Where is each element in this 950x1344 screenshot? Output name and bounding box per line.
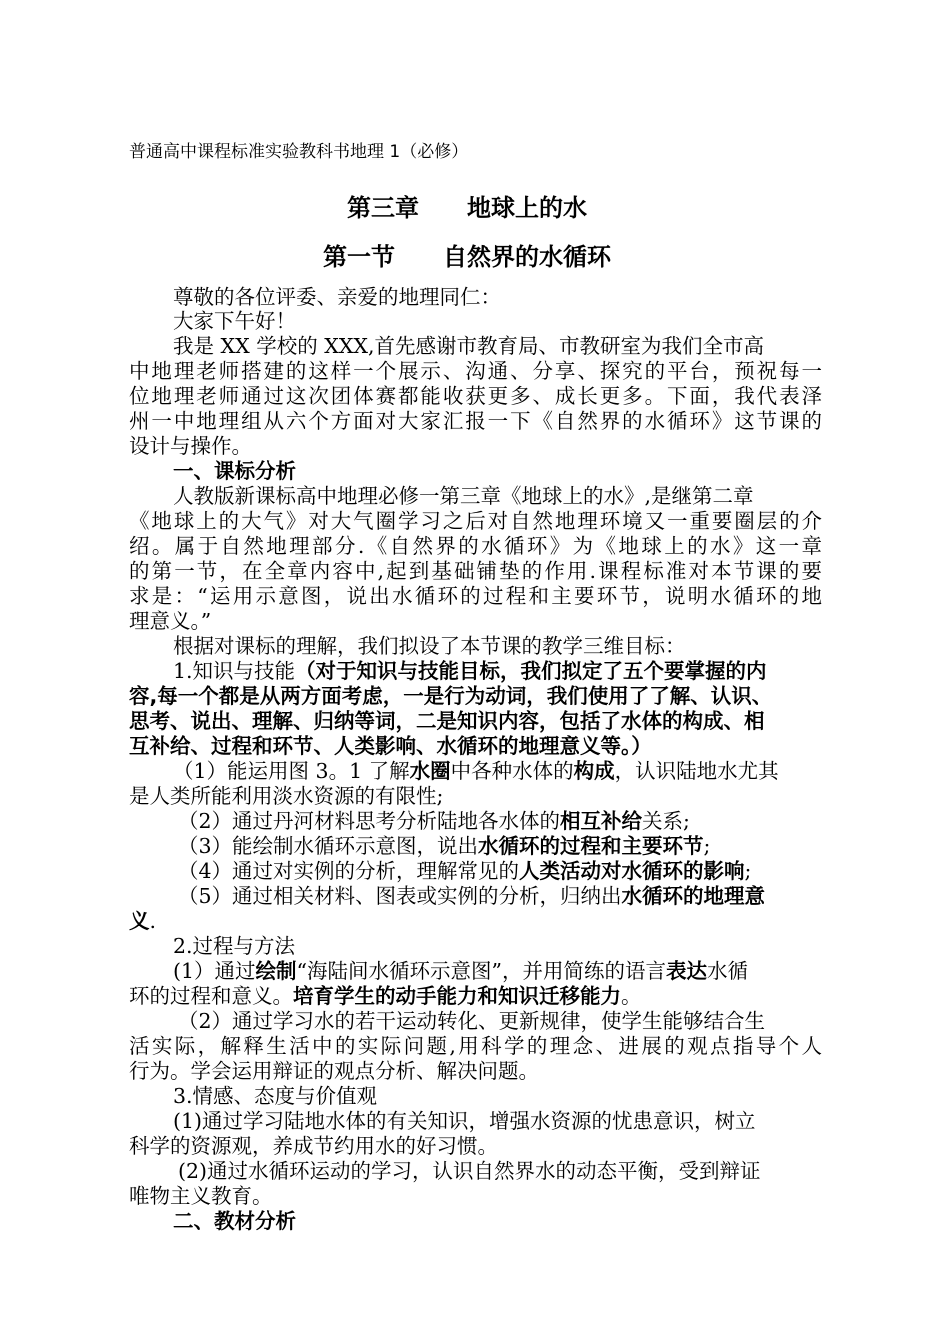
objective-item — [178, 833, 710, 859]
greeting-line: 大家下午好！ — [173, 309, 296, 333]
greeting-line: 尊敬的各位评委、亲爱的地理同仁： — [173, 285, 501, 309]
method-item-cont: 活实际，解释生活中的实际问题,用科学的理念、进展的观点指导个人 — [129, 1034, 822, 1058]
objective-item — [173, 758, 779, 784]
paragraph-line: 《地球上的大气》对大气圈学习之后对自然地理环境又一重要圈层的介 — [129, 509, 822, 533]
paragraph-line: 理意义。” — [129, 609, 212, 633]
objective-text: ; — [744, 859, 752, 883]
goal-heading — [173, 658, 767, 684]
goal-note-line: 容,每一个都是从两方面考虑，一是行为动词，我们使用了了解、认识、 — [129, 684, 773, 708]
goal-label: 1.知识与技能 — [173, 659, 296, 683]
chapter-name: 地球上的水 — [467, 194, 587, 222]
paragraph-line: 人教版新课标高中地理必修一第三章《地球上的水》,是继第二章 — [173, 484, 754, 508]
method-text: “海陆间水循环示意图”，并用简练的语言 — [296, 959, 667, 983]
objective-text: （3）能绘制水循环示意图，说出 — [178, 834, 479, 858]
objective-item-cont — [129, 908, 156, 934]
section-number: 第一节 — [323, 243, 395, 271]
objective-text: ，认识陆地水尤其 — [614, 759, 779, 783]
goal-note-line: 互补给、过程和环节、人类影响、水循环的地理意义等。） — [129, 734, 652, 758]
intro-line: 州一中地理组从六个方面对大家汇报一下《自然界的水循环》这节课的 — [129, 409, 822, 433]
objective-item — [178, 858, 751, 884]
objective-item — [178, 808, 690, 834]
method-text: (1）通过 — [173, 959, 256, 983]
value-item: (1)通过学习陆地水体的有关知识，增强水资源的忧患意识，树立 — [173, 1109, 756, 1133]
intro-line: 位地理老师通过这次团体赛都能收获更多、成长更多。下面，我代表泽 — [129, 384, 822, 408]
section-name: 自然界的水循环 — [443, 243, 611, 271]
goal-note-line: 思考、说出、理解、归纳等词，二是知识内容，包括了水体的构成、相 — [129, 709, 765, 733]
objective-text: 中各种水体的 — [450, 759, 574, 783]
section-heading: 一、课标分析 — [173, 459, 296, 483]
objective-text: （1）能运用图 3。1 了解 — [173, 759, 410, 783]
method-keyword: 表达 — [666, 959, 708, 983]
goal-heading: 2.过程与方法 — [173, 934, 296, 958]
value-item: (2)通过水循环运动的学习，认识自然界水的动态平衡，受到辩证 — [178, 1159, 761, 1183]
objective-text: . — [149, 909, 157, 933]
method-keyword: 绘制 — [255, 959, 297, 983]
objective-keyword: 水循环的过程和主要环节 — [478, 834, 704, 858]
intro-line: 我是 XX 学校的 XXX,首先感谢市教育局、市教研室为我们全市高 — [173, 334, 765, 358]
method-item — [173, 958, 748, 984]
paragraph-line: 根据对课标的理解，我们拟设了本节课的教学三维目标： — [173, 634, 686, 658]
objective-keyword: 人类活动对水循环的影响 — [519, 859, 745, 883]
chapter-title — [347, 195, 587, 221]
objective-text: （4）通过对实例的分析，理解常见的 — [178, 859, 520, 883]
value-item-cont: 科学的资源观，养成节约用水的好习惯。 — [129, 1134, 498, 1158]
method-text: 水循 — [707, 959, 749, 983]
section-title — [323, 244, 611, 270]
intro-line: 设计与操作。 — [129, 434, 252, 458]
paragraph-line: 求是：“运用示意图，说出水循环的过程和主要环节，说明水循环的地 — [129, 584, 822, 608]
method-item-cont — [129, 983, 642, 1009]
method-text: 。 — [621, 984, 642, 1008]
objective-text: （2）通过丹河材料思考分析陆地各水体的 — [178, 809, 561, 833]
objective-text: 关系; — [642, 809, 690, 833]
objective-text: ; — [703, 834, 711, 858]
goal-heading: 3.情感、态度与价值观 — [173, 1084, 378, 1108]
goal-note: （对于知识与技能目标，我们拟定了五个要掌握的内 — [295, 659, 767, 683]
chapter-number: 第三章 — [347, 194, 419, 222]
objective-item-cont: 是人类所能利用淡水资源的有限性; — [129, 784, 444, 808]
objective-text: （5）通过相关材料、图表或实例的分析，归纳出 — [178, 884, 622, 908]
document-header: 普通高中课程标准实验教科书地理 1（必修） — [129, 142, 469, 162]
value-item-cont: 唯物主义教育。 — [129, 1184, 273, 1208]
paragraph-line: 绍。属于自然地理部分.《自然界的水循环》为《地球上的水》这一章 — [129, 534, 822, 558]
method-text: 环的过程和意义。 — [129, 984, 293, 1008]
objective-keyword: 水循环的地理意 — [621, 884, 766, 908]
method-keyword: 培育学生的动手能力和知识迁移能力 — [293, 984, 621, 1008]
objective-keyword: 义 — [129, 909, 150, 933]
objective-keyword: 相互补给 — [560, 809, 643, 833]
objective-keyword: 构成 — [573, 759, 615, 783]
method-item-cont: 行为。学会运用辩证的观点分析、解决问题。 — [129, 1059, 539, 1083]
objective-keyword: 水圈 — [409, 759, 451, 783]
section-heading: 二、教材分析 — [173, 1209, 296, 1233]
method-item: （2）通过学习水的若干运动转化、更新规律，使学生能够结合生 — [178, 1009, 766, 1033]
paragraph-line: 的第一节，在全章内容中,起到基础铺垫的作用.课程标准对本节课的要 — [129, 559, 822, 583]
intro-line: 中地理老师搭建的这样一个展示、沟通、分享、探究的平台，预祝每一 — [129, 359, 822, 383]
objective-item — [178, 883, 765, 909]
